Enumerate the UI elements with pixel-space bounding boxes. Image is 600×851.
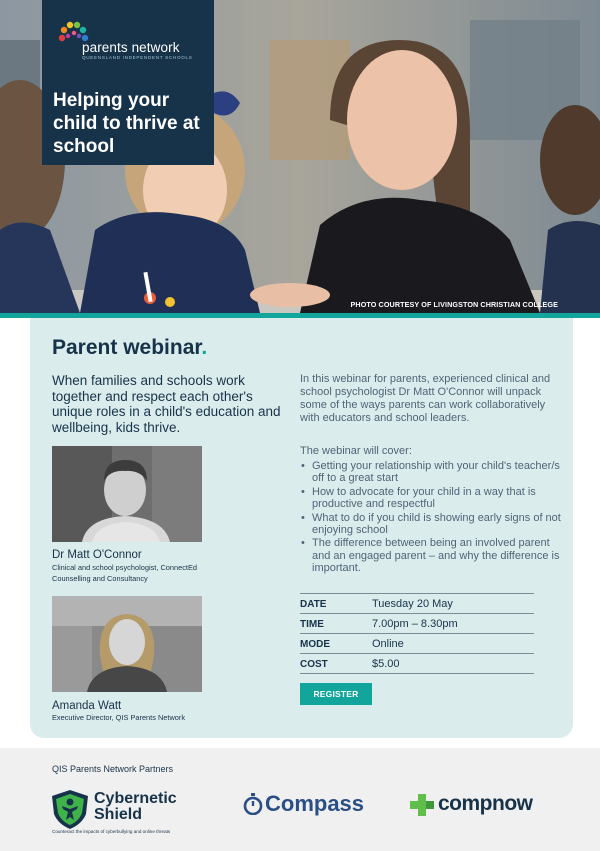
intro-text: When families and schools work together and respect each other's unique roles in a child's education and wellbeing, kids thrive. xyxy=(52,373,281,435)
cybernetic-shield-tagline: Counteract the impacts of cyberbullying and online threats xyxy=(52,829,171,834)
detail-value: Online xyxy=(372,638,404,650)
logo-subtitle: QUEENSLAND INDEPENDENT SCHOOLS xyxy=(82,55,193,60)
presenter-name: Dr Matt O'Connor xyxy=(52,549,142,561)
presenter-photo xyxy=(52,446,202,542)
event-details-table xyxy=(300,593,534,674)
detail-label: DATE xyxy=(300,599,327,610)
cybernetic-shield-name-line1: Cybernetic xyxy=(94,790,177,807)
compnow-icon xyxy=(410,794,434,816)
partners-footer xyxy=(0,748,600,851)
detail-value: Tuesday 20 May xyxy=(372,598,453,610)
cybernetic-shield-name-line2: Shield xyxy=(94,806,143,823)
presenter-card xyxy=(52,446,204,586)
register-button[interactable]: REGISTER xyxy=(300,683,372,705)
presenter-role: Executive Director, QIS Parents Network xyxy=(52,713,186,722)
presenter-photo xyxy=(52,596,202,692)
compass-icon xyxy=(243,793,263,815)
list-item: • Getting your relationship with your child's teacher/s off to a great start xyxy=(300,460,562,485)
shield-icon xyxy=(50,788,90,830)
cover-heading: The webinar will cover: xyxy=(300,445,412,457)
presenter-role: Clinical and school psychologist, ConnectEd Counselling and Consultancy xyxy=(52,563,198,583)
list-item: • What to do if you child is showing early signs of not enjoying school xyxy=(300,512,562,537)
table-row xyxy=(300,614,534,634)
hero-section xyxy=(0,0,600,313)
page-title: Helping your child to thrive at school xyxy=(53,90,200,157)
compnow-name: compnow xyxy=(438,792,533,815)
detail-label: MODE xyxy=(300,639,330,650)
list-item: • How to advocate for your child in a way that is productive and respectful xyxy=(300,486,562,511)
title-box xyxy=(42,0,214,165)
detail-label: TIME xyxy=(300,619,324,630)
webinar-card xyxy=(30,318,573,738)
parents-network-logo xyxy=(56,20,206,60)
presenter-name: Amanda Watt xyxy=(52,700,122,712)
detail-label: COST xyxy=(300,659,328,670)
table-row xyxy=(300,594,534,614)
detail-value: $5.00 xyxy=(372,658,400,670)
table-row xyxy=(300,654,534,674)
webinar-description: In this webinar for parents, experienced clinical and school psychologist Dr Matt O'Connor will unpack some of the ways parents can work collaboratively with educators and school leaders. xyxy=(300,373,551,424)
topic-list xyxy=(300,460,562,576)
table-row xyxy=(300,634,534,654)
cybernetic-shield-name xyxy=(94,791,177,823)
compass-name: Compass xyxy=(265,791,365,816)
detail-value: 7.00pm – 8.30pm xyxy=(372,618,458,630)
photo-credit: PHOTO COURTESY OF LIVINGSTON CHRISTIAN COLLEGE xyxy=(350,300,558,309)
logo-name: parents network xyxy=(82,40,180,55)
webinar-title-text: Parent webinar xyxy=(52,336,202,359)
partners-heading: QIS Parents Network Partners xyxy=(52,764,174,774)
webinar-title-dot: . xyxy=(201,336,208,359)
list-item: • The difference between being an involved parent and an engaged parent – and why the difference is important. xyxy=(300,537,562,574)
cybernetic-shield-logo[interactable] xyxy=(50,788,200,838)
webinar-title xyxy=(52,336,207,360)
presenter-card xyxy=(52,596,204,726)
